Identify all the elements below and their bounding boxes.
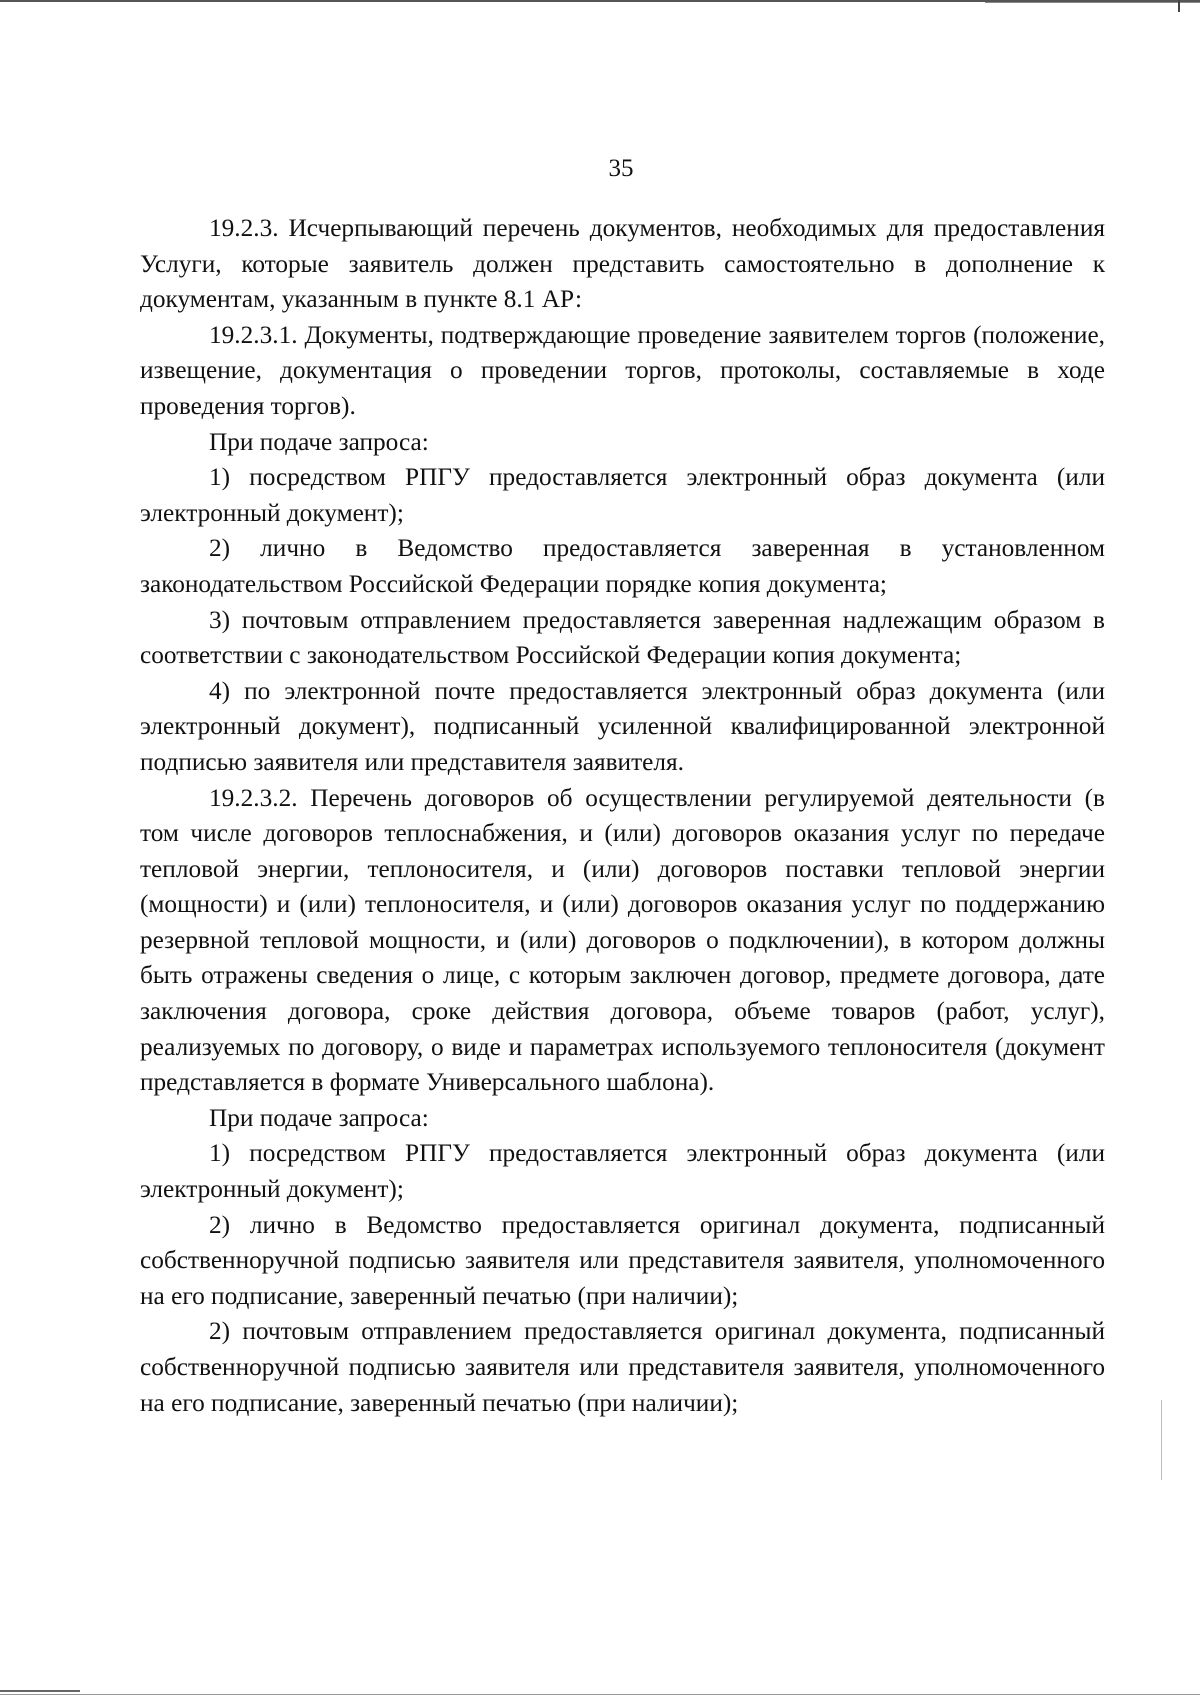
paragraph-item-1b: 1) посредством РПГУ предоставляется электронный образ документа (или электронный документ); — [140, 1139, 1105, 1204]
scan-margin-mark — [1161, 1400, 1162, 1480]
paragraph-item-3: 3) почтовым отправлением предоставляется заверенная надлежащим образом в соответствии с законодательством Российской Федерации копия документа; — [140, 605, 1105, 670]
scan-edge-top-mark — [985, 2, 1200, 3]
paragraph-19-2-3: 19.2.3. Исчерпывающий перечень документов, необходимых для предоставления Услуги, которые заявитель должен представить самостоятельно в дополнение к документам, указанным в пункте 8.1 АР: — [140, 214, 1105, 314]
scan-edge-bottom-mark — [0, 1690, 80, 1692]
paragraph-19-2-3-2: 19.2.3.2. Перечень договоров об осуществлении регулируемой деятельности (в том числе договоров теплоснабжения, и (или) договоров оказания услуг по передаче тепловой энергии, теплоносителя, и (или) договоров поставки тепловой энергии (мощности) и (или) теплоносителя, и (или) договоров оказания услуг по поддержанию резервной тепловой мощности, и (или) договоров о подключении), в котором должны быть отражены сведения о лице, с которым заключен договор, предмете договора, дате заключения договора, сроке действия договора, объеме товаров (работ, услуг), реализуемых по договору, о виде и параметрах используемого теплоносителя (документ представляется в формате Универсального шаблона). — [140, 783, 1105, 1097]
paragraph-request-heading: При подаче запроса: — [209, 427, 429, 456]
paragraph-item-4: 4) по электронной почте предоставляется электронный образ документа (или электронный документ), подписанный усиленной квалифицированной электронной подписью заявителя или представителя заявителя. — [140, 676, 1105, 776]
paragraph-request-heading-2: При подаче запроса: — [209, 1103, 429, 1132]
paragraph-item-2: 2) лично в Ведомство предоставляется заверенная в установленном законодательством Российской Федерации порядке копия документа; — [140, 534, 1105, 598]
paragraph-item-2b: 2) лично в Ведомство предоставляется оригинал документа, подписанный собственноручной подписью заявителя или представителя заявителя, уполномоченного на его подписание, заверенный печатью (при наличии); — [140, 1210, 1105, 1310]
paragraph-19-2-3-1: 19.2.3.1. Документы, подтверждающие проведение заявителем торгов (положение, извещение, документация о проведении торгов, протоколы, составляемые в ходе проведения торгов). — [140, 320, 1105, 420]
paragraph-item-1: 1) посредством РПГУ предоставляется электронный образ документа (или электронный документ); — [140, 463, 1105, 527]
document-body — [140, 211, 1105, 1421]
page-number: 35 — [608, 155, 634, 182]
paragraph-item-2c: 2) почтовым отправлением предоставляется оригинал документа, подписанный собственноручной подписью заявителя или представителя заявителя, уполномоченного на его подписание, заверенный печатью (при наличии); — [140, 1317, 1105, 1417]
scan-tick-mark — [1178, 0, 1180, 12]
